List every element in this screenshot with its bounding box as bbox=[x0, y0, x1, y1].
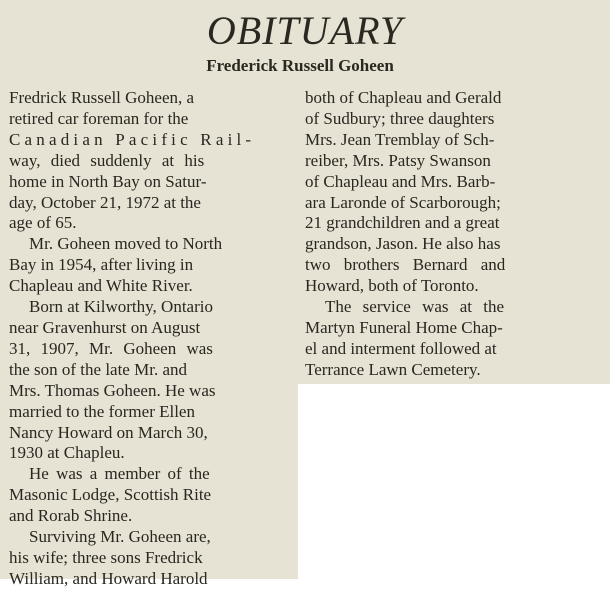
text-line: Martyn Funeral Home Chap- bbox=[305, 317, 503, 337]
text-line: Surviving Mr. Goheen are, bbox=[29, 527, 211, 547]
text-line: of Chapleau and Mrs. Barb- bbox=[305, 171, 496, 191]
obituary-headline: OBITUARY bbox=[206, 8, 404, 53]
text-line: Fredrick Russell Goheen, a bbox=[9, 88, 195, 107]
text-line: reiber, Mrs. Patsy Swanson bbox=[305, 150, 491, 170]
text-line: Bay in 1954, after living in bbox=[9, 255, 194, 275]
text-line: both of Chapleau and Gerald bbox=[305, 88, 502, 107]
text-line: William, and Howard Harold bbox=[9, 568, 208, 588]
text-line: 21 grandchildren and a great bbox=[305, 213, 500, 233]
text-line: of Sudbury; three daughters bbox=[305, 108, 495, 128]
text-line: 31, 1907, Mr. Goheen was bbox=[9, 338, 213, 358]
right-column bbox=[305, 88, 583, 381]
text-line: Terrance Lawn Cemetery. bbox=[305, 359, 481, 379]
text-line: el and interment followed at bbox=[305, 338, 497, 358]
text-line: near Gravenhurst on August bbox=[9, 317, 201, 337]
left-column bbox=[9, 88, 288, 590]
text-line: married to the former Ellen bbox=[9, 401, 195, 421]
text-line: and Rorab Shrine. bbox=[9, 506, 133, 526]
text-line: home in North Bay on Satur- bbox=[9, 171, 207, 191]
text-line: Mrs. Jean Tremblay of Sch- bbox=[305, 129, 495, 149]
text-line: age of 65. bbox=[9, 213, 77, 233]
text-line: Mrs. Thomas Goheen. He was bbox=[9, 380, 216, 400]
deceased-name-subhead: Frederick Russell Goheen bbox=[206, 56, 394, 75]
text-line: Nancy Howard on March 30, bbox=[9, 422, 208, 442]
text-line: Chapleau and White River. bbox=[9, 276, 193, 296]
text-line: the son of the late Mr. and bbox=[9, 359, 187, 379]
text-line: Canadian Pacific Rail- bbox=[9, 129, 256, 149]
text-line: He was a member of the bbox=[29, 464, 210, 484]
text-line: two brothers Bernard and bbox=[305, 255, 506, 275]
text-line: Mr. Goheen moved to North bbox=[29, 234, 223, 254]
text-line: day, October 21, 1972 at the bbox=[9, 192, 201, 212]
text-line: 1930 at Chapleu. bbox=[9, 443, 125, 463]
text-line: his wife; three sons Fredrick bbox=[9, 547, 203, 567]
text-line: retired car foreman for the bbox=[9, 108, 189, 128]
text-line: The service was at the bbox=[325, 297, 505, 317]
text-line: way, died suddenly at his bbox=[9, 150, 205, 170]
text-line: ara Laronde of Scarborough; bbox=[305, 192, 501, 212]
text-line: Howard, both of Toronto. bbox=[305, 276, 479, 296]
text-line: Born at Kilworthy, Ontario bbox=[29, 297, 213, 317]
text-line: grandson, Jason. He also has bbox=[305, 234, 501, 254]
text-line: Masonic Lodge, Scottish Rite bbox=[9, 485, 212, 505]
